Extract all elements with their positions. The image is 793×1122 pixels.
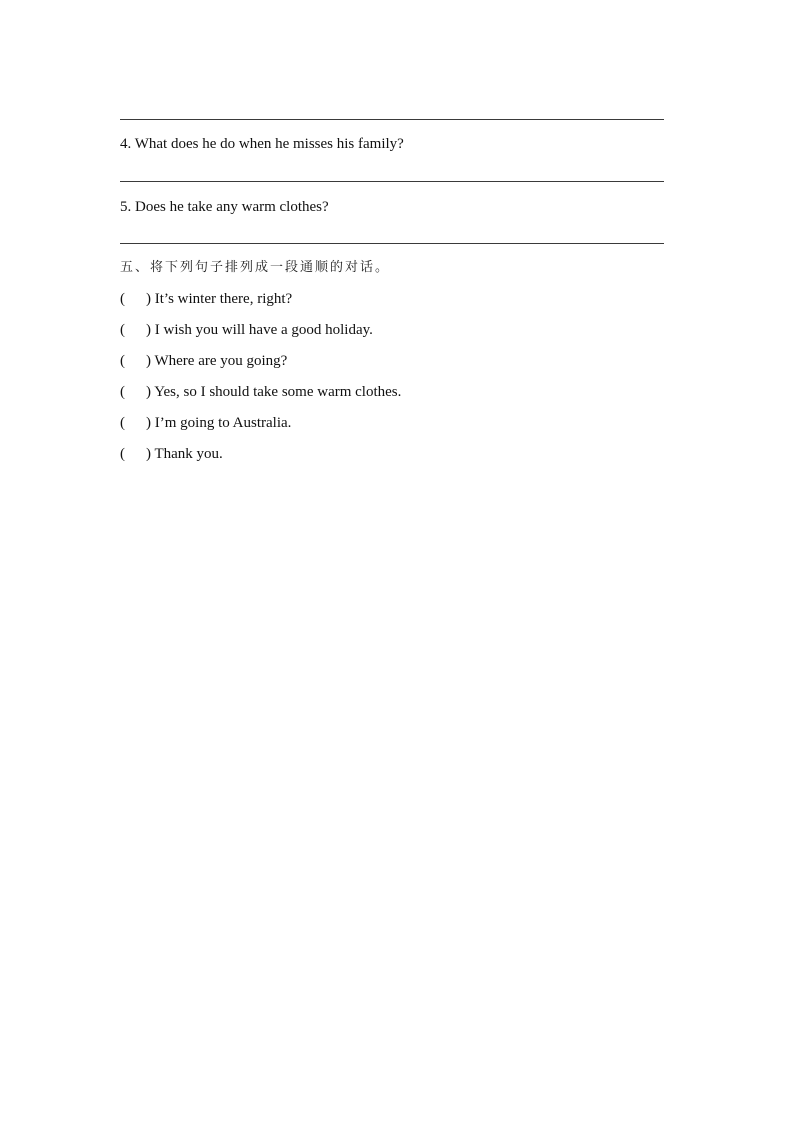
dialogue-item-6 [120,445,223,463]
answer-line-3 [120,119,664,120]
dialogue-item-3 [120,352,287,370]
question-5: 5. Does he take any warm clothes? [120,199,329,215]
answer-line-5 [120,243,664,244]
dialogue-item-text: ) I wish you will have a good holiday. [146,322,373,338]
order-bracket: ( [120,446,125,462]
order-bracket: ( [120,322,125,338]
answer-line-4 [120,181,664,182]
order-bracket: ( [120,415,125,431]
order-bracket: ( [120,291,125,307]
question-4: 4. What does he do when he misses his family? [120,136,404,152]
section-five-heading: 五、将下列句子排列成一段通顺的对话。 [120,260,391,275]
dialogue-item-4 [120,383,401,401]
dialogue-item-1 [120,290,292,308]
dialogue-item-5 [120,414,291,432]
order-bracket: ( [120,353,125,369]
dialogue-item-text: ) Yes, so I should take some warm clothes. [146,384,402,400]
dialogue-item-text: ) It’s winter there, right? [146,291,293,307]
dialogue-item-text: ) Thank you. [146,446,223,462]
dialogue-item-text: ) I’m going to Australia. [146,415,292,431]
order-bracket: ( [120,384,125,400]
dialogue-item-2 [120,321,373,339]
dialogue-item-text: ) Where are you going? [146,353,288,369]
